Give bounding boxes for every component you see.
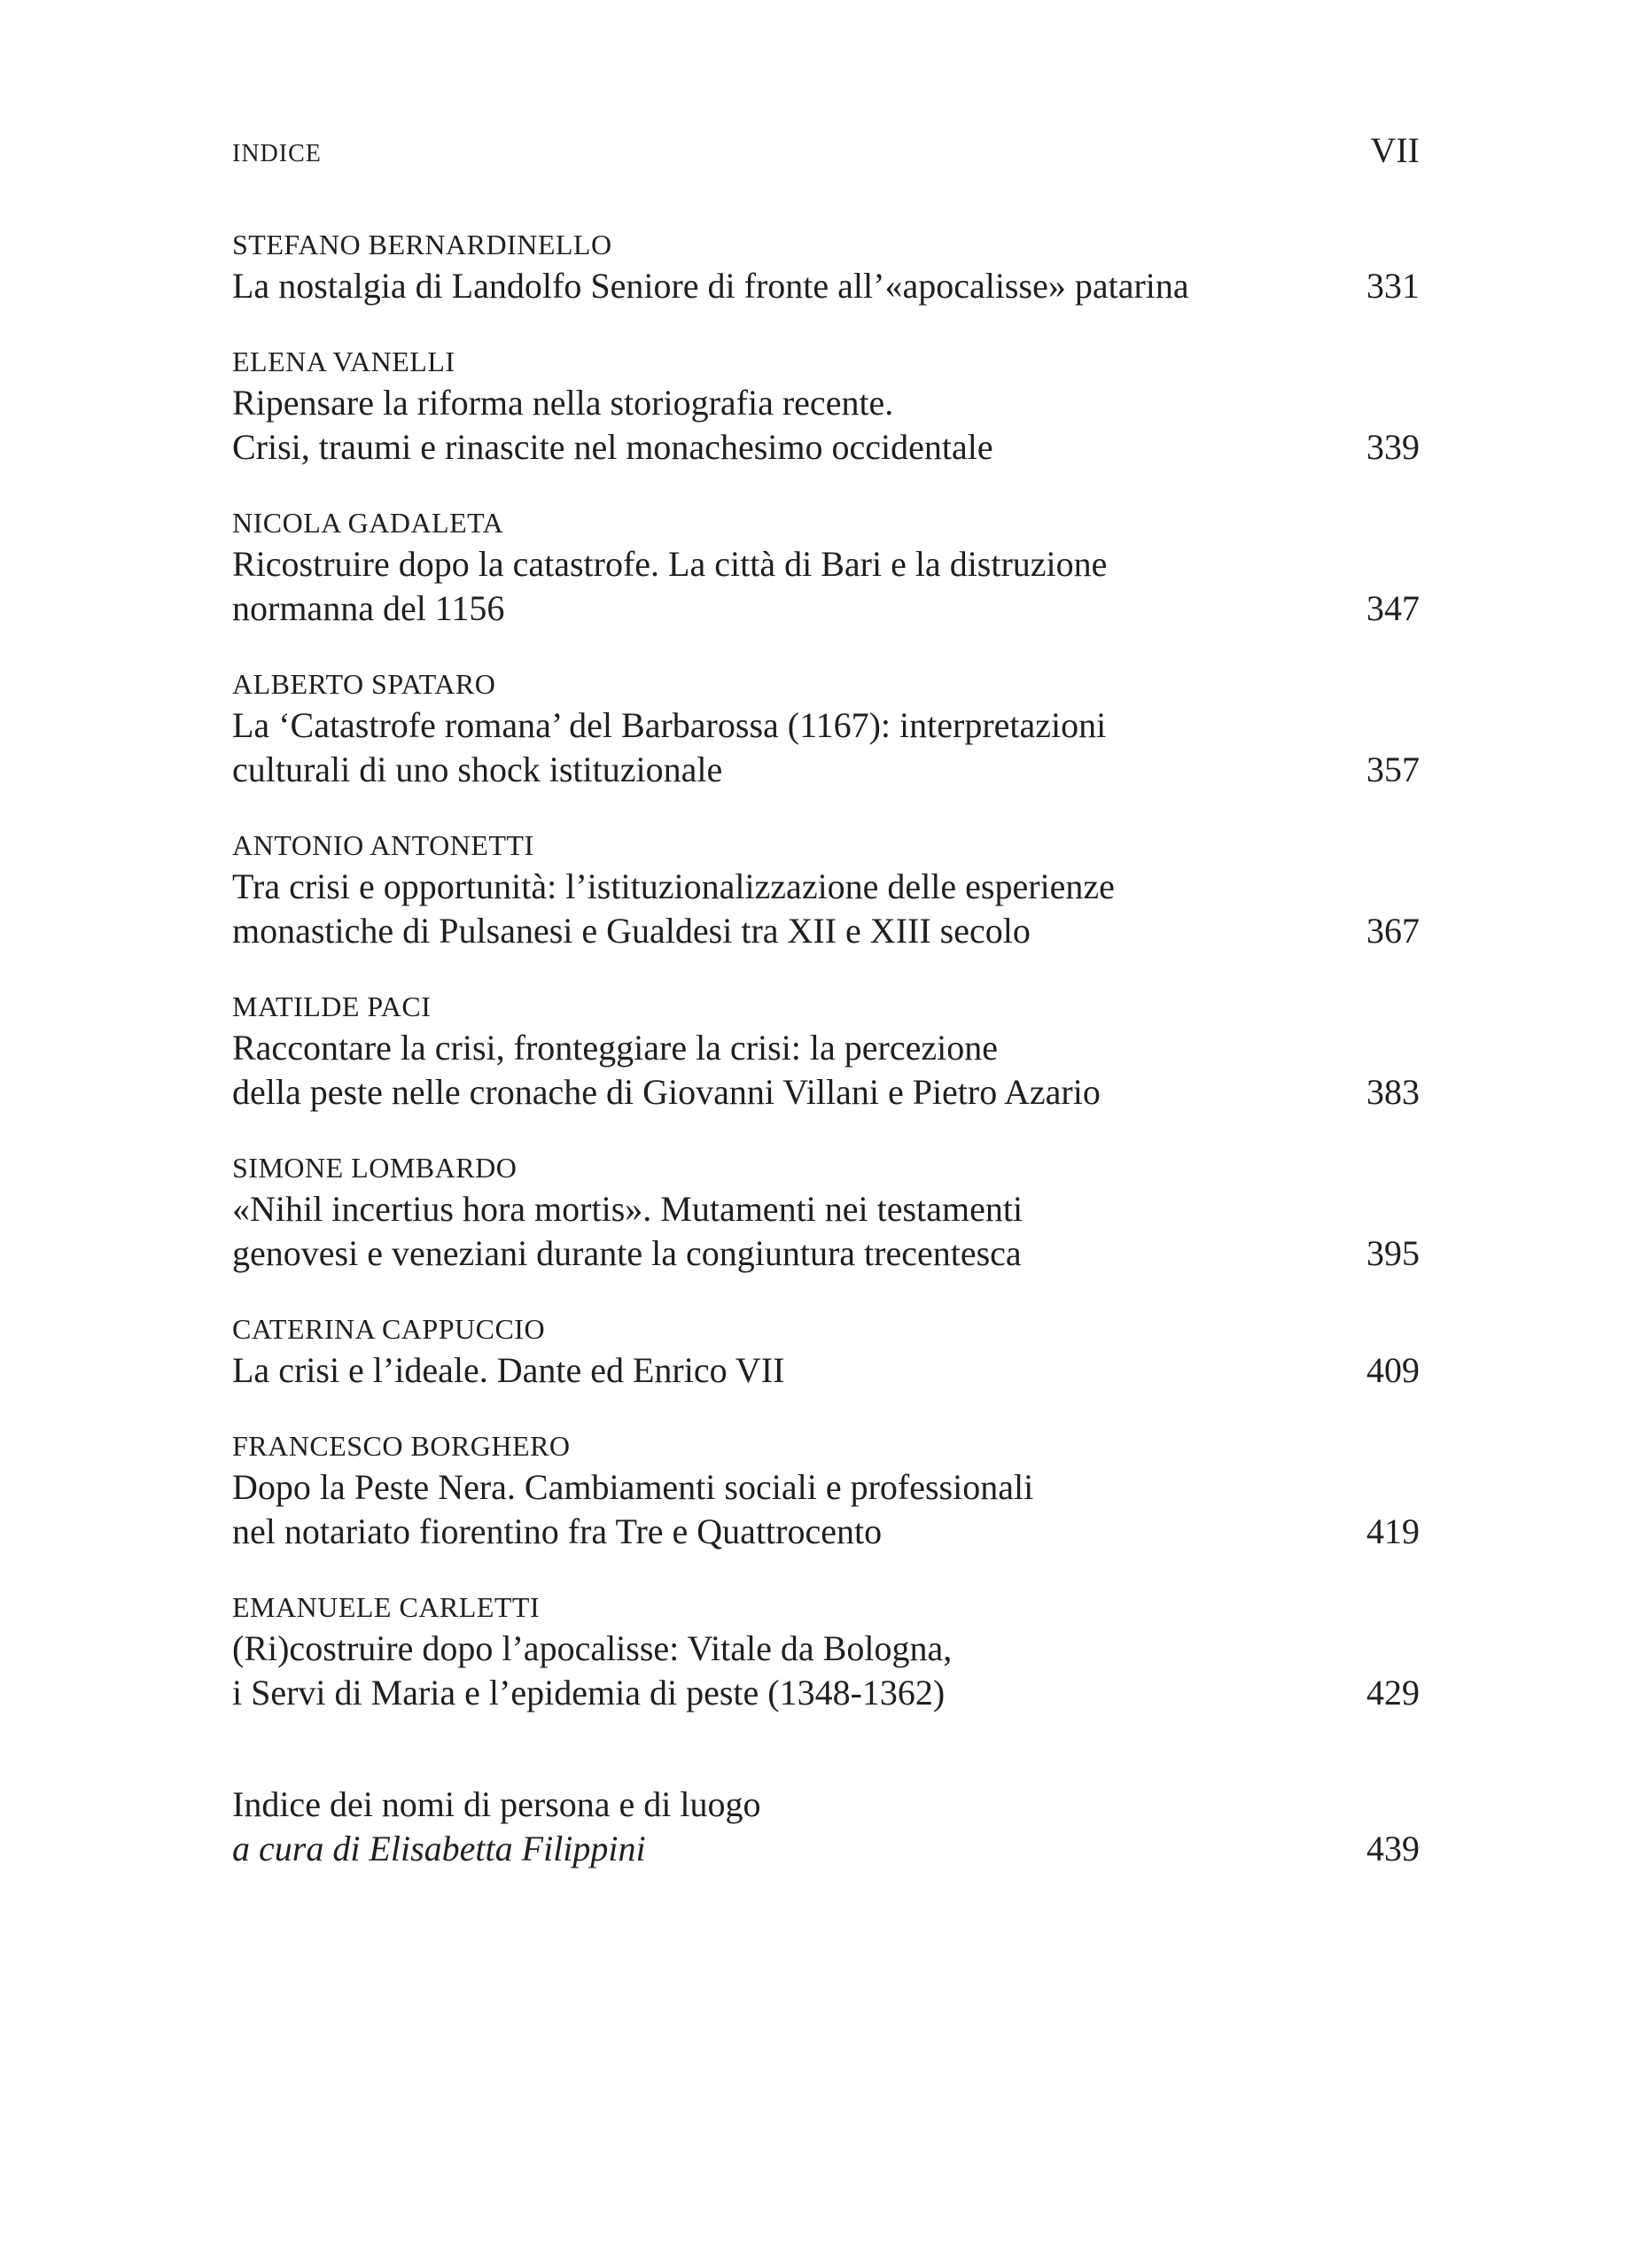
toc-entry (232, 225, 1420, 308)
entry-title-line: culturali di uno shock istituzionale (232, 750, 723, 789)
entry-page-number: 357 (1366, 750, 1420, 789)
entry-page-number: 419 (1366, 1511, 1420, 1551)
entry-title (232, 1465, 1420, 1554)
entry-title-line: i Servi di Maria e l’epidemia di peste (1348-1362) (232, 1673, 946, 1713)
entry-title-line: La crisi e l’ideale. Dante ed Enrico VII (232, 1350, 785, 1390)
entry-author: EMANUELE CARLETTI (232, 1591, 541, 1623)
running-head-title: INDICE (232, 140, 322, 167)
entry-author: STEFANO BERNARDINELLO (232, 229, 612, 260)
entry-title-line: Tra crisi e opportunità: l’istituzionalizzazione delle esperienze (232, 866, 1115, 906)
entry-title (232, 865, 1420, 953)
toc-entry (232, 1426, 1420, 1554)
entry-author: ALBERTO SPATARO (232, 668, 496, 700)
entry-title (232, 542, 1420, 631)
entry-title-line: Raccontare la crisi, fronteggiare la crisi: la percezione (232, 1028, 998, 1068)
entry-title-line: (Ri)costruire dopo l’apocalisse: Vitale da Bologna, (232, 1628, 953, 1668)
entry-page-number: 331 (1366, 266, 1420, 306)
entry-title-line: «Nihil incertius hora mortis». Mutamenti nei testamenti (232, 1189, 1023, 1229)
entry-page-number: 395 (1366, 1233, 1420, 1273)
toc-entry (232, 987, 1420, 1115)
entry-title-line: monastiche di Pulsanesi e Gualdesi tra XII e XIII secolo (232, 911, 1031, 951)
entry-title-line: normanna del 1156 (232, 588, 505, 628)
toc-entry (232, 1588, 1420, 1715)
entry-page-number: 347 (1366, 588, 1420, 628)
table-of-contents (232, 225, 1420, 1905)
entry-author: MATILDE PACI (232, 990, 432, 1022)
entry-author: ANTONIO ANTONETTI (232, 829, 534, 861)
toc-entry (232, 826, 1420, 953)
entry-title-line: genovesi e veneziani durante la congiuntura trecentesca (232, 1233, 1022, 1273)
entry-author: CATERINA CAPPUCCIO (232, 1313, 546, 1345)
entry-title (232, 703, 1420, 792)
toc-entry (232, 342, 1420, 470)
entry-title (232, 264, 1420, 308)
running-head-page-number: VII (1370, 130, 1420, 170)
toc-entry (232, 503, 1420, 631)
entry-title (232, 1627, 1420, 1715)
toc-entry (232, 664, 1420, 792)
entry-title-line: Ripensare la riforma nella storiografia recente. (232, 383, 894, 423)
entry-page-number: 367 (1366, 911, 1420, 951)
index-page-number: 439 (1366, 1829, 1420, 1868)
entry-title-line: Crisi, traumi e rinascite nel monachesimo occidentale (232, 427, 993, 467)
entry-title (232, 1348, 1420, 1393)
toc-entry (232, 1309, 1420, 1393)
page (232, 0, 1420, 2268)
entry-page-number: 383 (1366, 1072, 1420, 1112)
index-editor-line: a cura di Elisabetta Filippini (232, 1829, 646, 1868)
toc-entry (232, 1148, 1420, 1276)
running-head (232, 129, 1420, 172)
entry-page-number: 409 (1366, 1350, 1420, 1390)
entry-title-line: nel notariato fiorentino fra Tre e Quattrocento (232, 1511, 883, 1551)
entry-title (232, 1187, 1420, 1276)
entry-title-line: Dopo la Peste Nera. Cambiamenti sociali e professionali (232, 1467, 1034, 1507)
entry-author: SIMONE LOMBARDO (232, 1152, 518, 1184)
entry-author: NICOLA GADALETA (232, 507, 504, 539)
index-title-line: Indice dei nomi di persona e di luogo (232, 1784, 761, 1824)
entry-page-number: 339 (1366, 427, 1420, 467)
entry-page-number: 429 (1366, 1673, 1420, 1713)
entry-title-line: La nostalgia di Landolfo Seniore di fronte all’«apocalisse» patarina (232, 266, 1189, 306)
entry-author: ELENA VANELLI (232, 346, 455, 377)
entry-author: FRANCESCO BORGHERO (232, 1430, 571, 1462)
entry-title-line: Ricostruire dopo la catastrofe. La città di Bari e la distruzione (232, 544, 1108, 584)
index-title (232, 1783, 1420, 1871)
entry-title-line: della peste nelle cronache di Giovanni Villani e Pietro Azario (232, 1072, 1101, 1112)
entry-title-line: La ‘Catastrofe romana’ del Barbarossa (1167): interpretazioni (232, 705, 1107, 745)
entry-title (232, 1026, 1420, 1115)
entry-title (232, 381, 1420, 470)
toc-entry-index (232, 1783, 1420, 1871)
